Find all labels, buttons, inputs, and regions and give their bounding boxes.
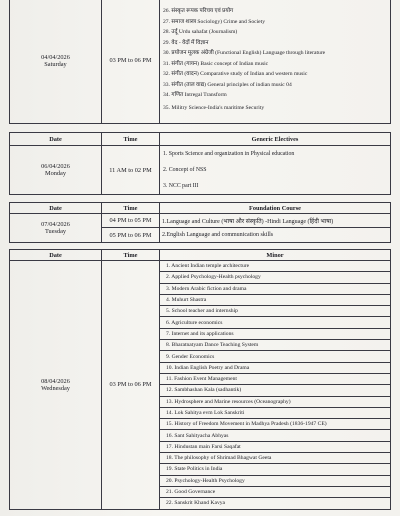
- header-date: Date: [10, 250, 102, 261]
- header-subject: Generic Electives: [160, 133, 391, 146]
- subject-item: 15. History of Freedom Movement in Madhya Pradesh (1836-1947 CE): [160, 419, 390, 430]
- exam-date: 04/04/2026: [41, 53, 70, 61]
- subject-item: 12. Sambhashan Kala (sadhantik): [160, 385, 390, 396]
- subjects-cell: [160, 146, 391, 195]
- subject-item: 13. Hydrosphere and Marine resources (Oceanography): [160, 396, 390, 407]
- subjects-cell: [160, 0, 391, 124]
- subject-cell: [160, 228, 391, 243]
- subject-item: 26. संस्कृत रूपक परिचय एवं प्रयोग: [163, 8, 234, 15]
- subject-item: 16. Sant Sahityacha Abhyas: [160, 430, 390, 441]
- time-cell: [102, 214, 160, 228]
- schedule-table-top: [9, 0, 391, 124]
- subject-item: 18. The philosophy of Shrimad Bhagwat Geeta: [160, 453, 390, 464]
- exam-time: 04 PM to 05 PM: [109, 217, 152, 224]
- subject-item: 35. Militry Science-India's maritime Security: [163, 104, 265, 111]
- header-date: Date: [10, 133, 102, 146]
- schedule-table-minor: [9, 249, 391, 510]
- subject-item: 1. Ancient Indian temple architecture: [160, 261, 390, 272]
- header-time: Time: [102, 203, 160, 214]
- exam-day: Wednesday: [41, 384, 70, 392]
- exam-time: 05 PM to 06 PM: [109, 231, 152, 239]
- subject-item: 22. Sanskrit Khand Kavya: [160, 498, 390, 509]
- subject-item: 19. State Politics in India: [160, 464, 390, 475]
- subject-item: 3. Modern Arabic fiction and drama: [160, 283, 390, 294]
- subject-item: 29. वेद - वेदों में विज्ञान: [163, 39, 209, 46]
- exam-date: 06/04/2026: [41, 163, 70, 170]
- time-cell: [102, 261, 160, 510]
- subjects-cell: [160, 261, 391, 510]
- subject-item: 4. Muhurt Shastra: [160, 294, 390, 305]
- subject-cell: [160, 214, 391, 228]
- subject-item: 2. Concept of NSS: [163, 167, 207, 173]
- subject-item: 28. उर्दू Urdu sahafat (Journalism): [163, 29, 238, 36]
- subject-item: 8. Bharatnatyam Dance Teaching System: [160, 340, 390, 351]
- subject-item: 7. Internet and its applications: [160, 328, 390, 339]
- time-cell: [102, 146, 160, 195]
- subject-item: 17. Hindustan main Farsi Saqafat: [160, 441, 390, 452]
- subject-item: 33. संगीत (ताल वाद्य) General principles of indian music 04: [163, 81, 292, 88]
- schedule-table-generic: [9, 132, 391, 195]
- time-cell: [102, 0, 160, 124]
- exam-date: 07/04/2026: [41, 221, 70, 228]
- date-cell: [10, 261, 102, 510]
- exam-day: Monday: [45, 170, 66, 177]
- subject-item: 1.Language and Culture (भाषा और संस्कृति) -Hindi Language (हिंदी भाषा): [162, 218, 334, 225]
- time-cell: [102, 228, 160, 243]
- subject-item: 14. Lok Sahitya evm Lok Sanskriti: [160, 407, 390, 418]
- schedule-table-foundation: [9, 202, 391, 243]
- date-cell: [10, 214, 102, 243]
- minor-subjects-list: [160, 261, 390, 509]
- subject-item: 5. School teacher and internship: [160, 306, 390, 317]
- date-cell: [10, 0, 102, 124]
- subject-item: 34. गणित Intregal Transform: [163, 92, 227, 99]
- subject-item: 32. संगीत (वादन) Comparative study of Indian and western music: [163, 71, 308, 78]
- subject-item: 21. Good Governance: [160, 486, 390, 497]
- subject-item: 31. संगीत (गायन) Basic concept of Indian music: [163, 60, 269, 67]
- exam-date: 08/04/2026: [41, 377, 70, 385]
- subject-item: 3. NCC part III: [163, 183, 199, 189]
- subject-item: 20. Psychology-Health Psychology: [160, 475, 390, 486]
- exam-time: 03 PM to 06 PM: [109, 57, 152, 64]
- subject-item: 30. प्रयोजन मूलक अंग्रेजी (Functional English) Language through literature: [163, 50, 326, 57]
- header-subject: Foundation Course: [160, 203, 391, 214]
- subject-item: 1. Sports Science and organization in Physical education: [163, 151, 295, 157]
- date-cell: [10, 146, 102, 195]
- exam-time: 03 PM to 06 PM: [109, 381, 152, 389]
- header-time: Time: [102, 133, 160, 146]
- header-time: Time: [102, 250, 160, 261]
- subject-item: 2. Applied Psychology-Health psychology: [160, 272, 390, 283]
- subject-item: 2.English Language and communication skills: [162, 232, 274, 238]
- exam-time: 11 AM to 02 PM: [109, 166, 152, 174]
- exam-day: Saturday: [44, 60, 67, 68]
- subject-item: 10. Indian English Poetry and Drama: [160, 362, 390, 373]
- exam-day: Tuesday: [44, 228, 67, 235]
- subject-item: 11. Fashion Event Management: [160, 373, 390, 384]
- subject-item: 27. समाज शास्त्र Sociology) Crime and Society: [163, 18, 266, 25]
- header-date: Date: [10, 203, 102, 214]
- subject-item: 9. Gender Economics: [160, 351, 390, 362]
- header-subject: Minor: [160, 250, 391, 261]
- subject-item: 6. Agriculture economics: [160, 317, 390, 328]
